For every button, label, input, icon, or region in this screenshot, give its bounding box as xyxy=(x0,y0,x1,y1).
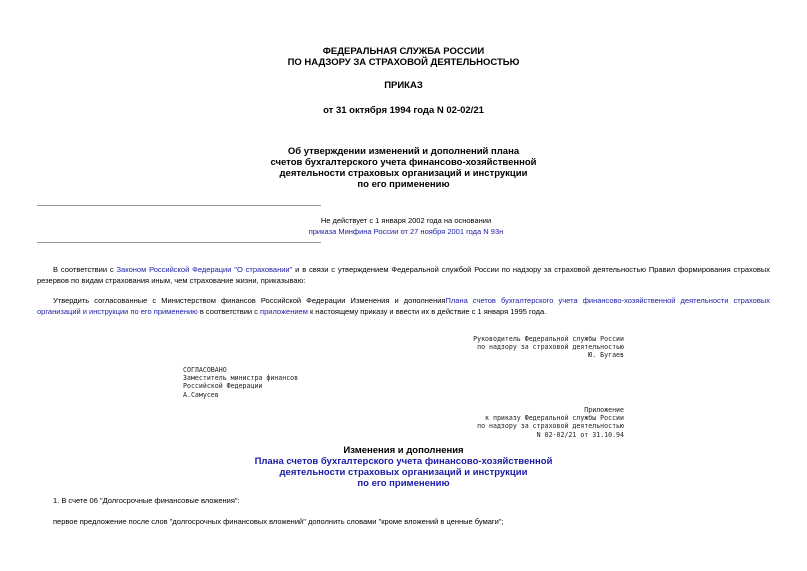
appendix-line: N 02-02/21 от 31.10.94 xyxy=(536,430,624,439)
changes-plan-link-line2[interactable]: деятельности страховых организаций и инструкции xyxy=(279,467,528,478)
accounts-plan-link[interactable]: Плана счетов бухгалтерского учета финансово-хозяйственной деятельности страховых организаций и инструкции по его применению xyxy=(37,296,770,316)
appendix-line: к приказу Федеральной службы России xyxy=(485,414,624,423)
status-bottom-rule xyxy=(37,242,321,243)
doc-title-line1: Об утверждении изменений и дополнений плана xyxy=(287,146,520,157)
changes-plan-link-line3[interactable]: по его применению xyxy=(357,478,450,489)
signature-line: по надзору за страховой деятельностью xyxy=(477,343,624,352)
appendix-line: по надзору за страховой деятельностью xyxy=(477,422,624,431)
agreed-line: А.Самусев xyxy=(183,390,219,399)
signature-line: Руководитель Федеральной службы России xyxy=(473,335,624,343)
law-on-insurance-link[interactable]: Законом Российской Федерации "О страховании" xyxy=(116,265,293,274)
agreed-line: Заместитель министра финансов xyxy=(183,374,299,383)
agency-name-line1: ФЕДЕРАЛЬНАЯ СЛУЖБА РОССИИ xyxy=(322,46,485,57)
paragraph-preamble-text-end: и в связи с утверждением Федеральной службой России по надзору за страховой деятельностью Правил формирования страховых резервов по видам страхования иным, чем страхование жизни, приказываю: xyxy=(37,265,771,285)
paragraph-order-text-start: Утвердить согласованные с Министерством финансов Российской Федерации Изменения и дополнения xyxy=(53,296,446,305)
status-text: Не действует с 1 января 2002 года на основании xyxy=(320,216,492,225)
doc-title-line3: деятельности страховых организаций и инструкции xyxy=(279,168,528,179)
status-link[interactable]: приказа Минфина России от 27 ноября 2001 года N 93н xyxy=(308,227,504,236)
paragraph-order-text-middle: в соответствии с xyxy=(197,306,261,316)
doc-title-line4: по его применению xyxy=(357,179,450,190)
changes-heading: Изменения и дополнения xyxy=(343,445,464,456)
changes-plan-link-line1[interactable]: Плана счетов бухгалтерского учета финансово-хозяйственной xyxy=(254,456,553,467)
paragraph-order-text-end: к настоящему приказу и ввести их в действие с 1 января 1995 года. xyxy=(307,306,547,316)
appendix-line: Приложение xyxy=(584,406,624,414)
paragraph-order xyxy=(37,296,770,317)
doc-date-number: от 31 октября 1994 года N 02-02/21 xyxy=(323,105,484,116)
signature-line: Ю. Бугаев xyxy=(588,351,624,360)
appendix-link[interactable]: приложением xyxy=(260,306,308,316)
appendix-block xyxy=(477,406,624,439)
signature-block xyxy=(473,335,624,360)
agreed-line: СОГЛАСОВАНО xyxy=(183,366,227,374)
paragraph-preamble-text-start: В соответствии с xyxy=(53,265,117,274)
agreed-block xyxy=(183,366,298,399)
paragraph-preamble xyxy=(37,265,770,286)
agency-name-line2: ПО НАДЗОРУ ЗА СТРАХОВОЙ ДЕЯТЕЛЬНОСТЬЮ xyxy=(287,57,520,68)
doc-type: ПРИКАЗ xyxy=(384,80,423,91)
item-1-text: первое предложение после слов "долгосрочных финансовых вложений" дополнить словами "кроме вложений в ценные бумаги"; xyxy=(53,517,504,526)
doc-title-line2: счетов бухгалтерского учета финансово-хозяйственной xyxy=(270,157,537,168)
item-1-heading: 1. В счете 06 "Долгосрочные финансовые вложения": xyxy=(53,496,240,505)
status-top-rule xyxy=(37,205,321,206)
agreed-line: Российской Федерации xyxy=(183,382,263,391)
